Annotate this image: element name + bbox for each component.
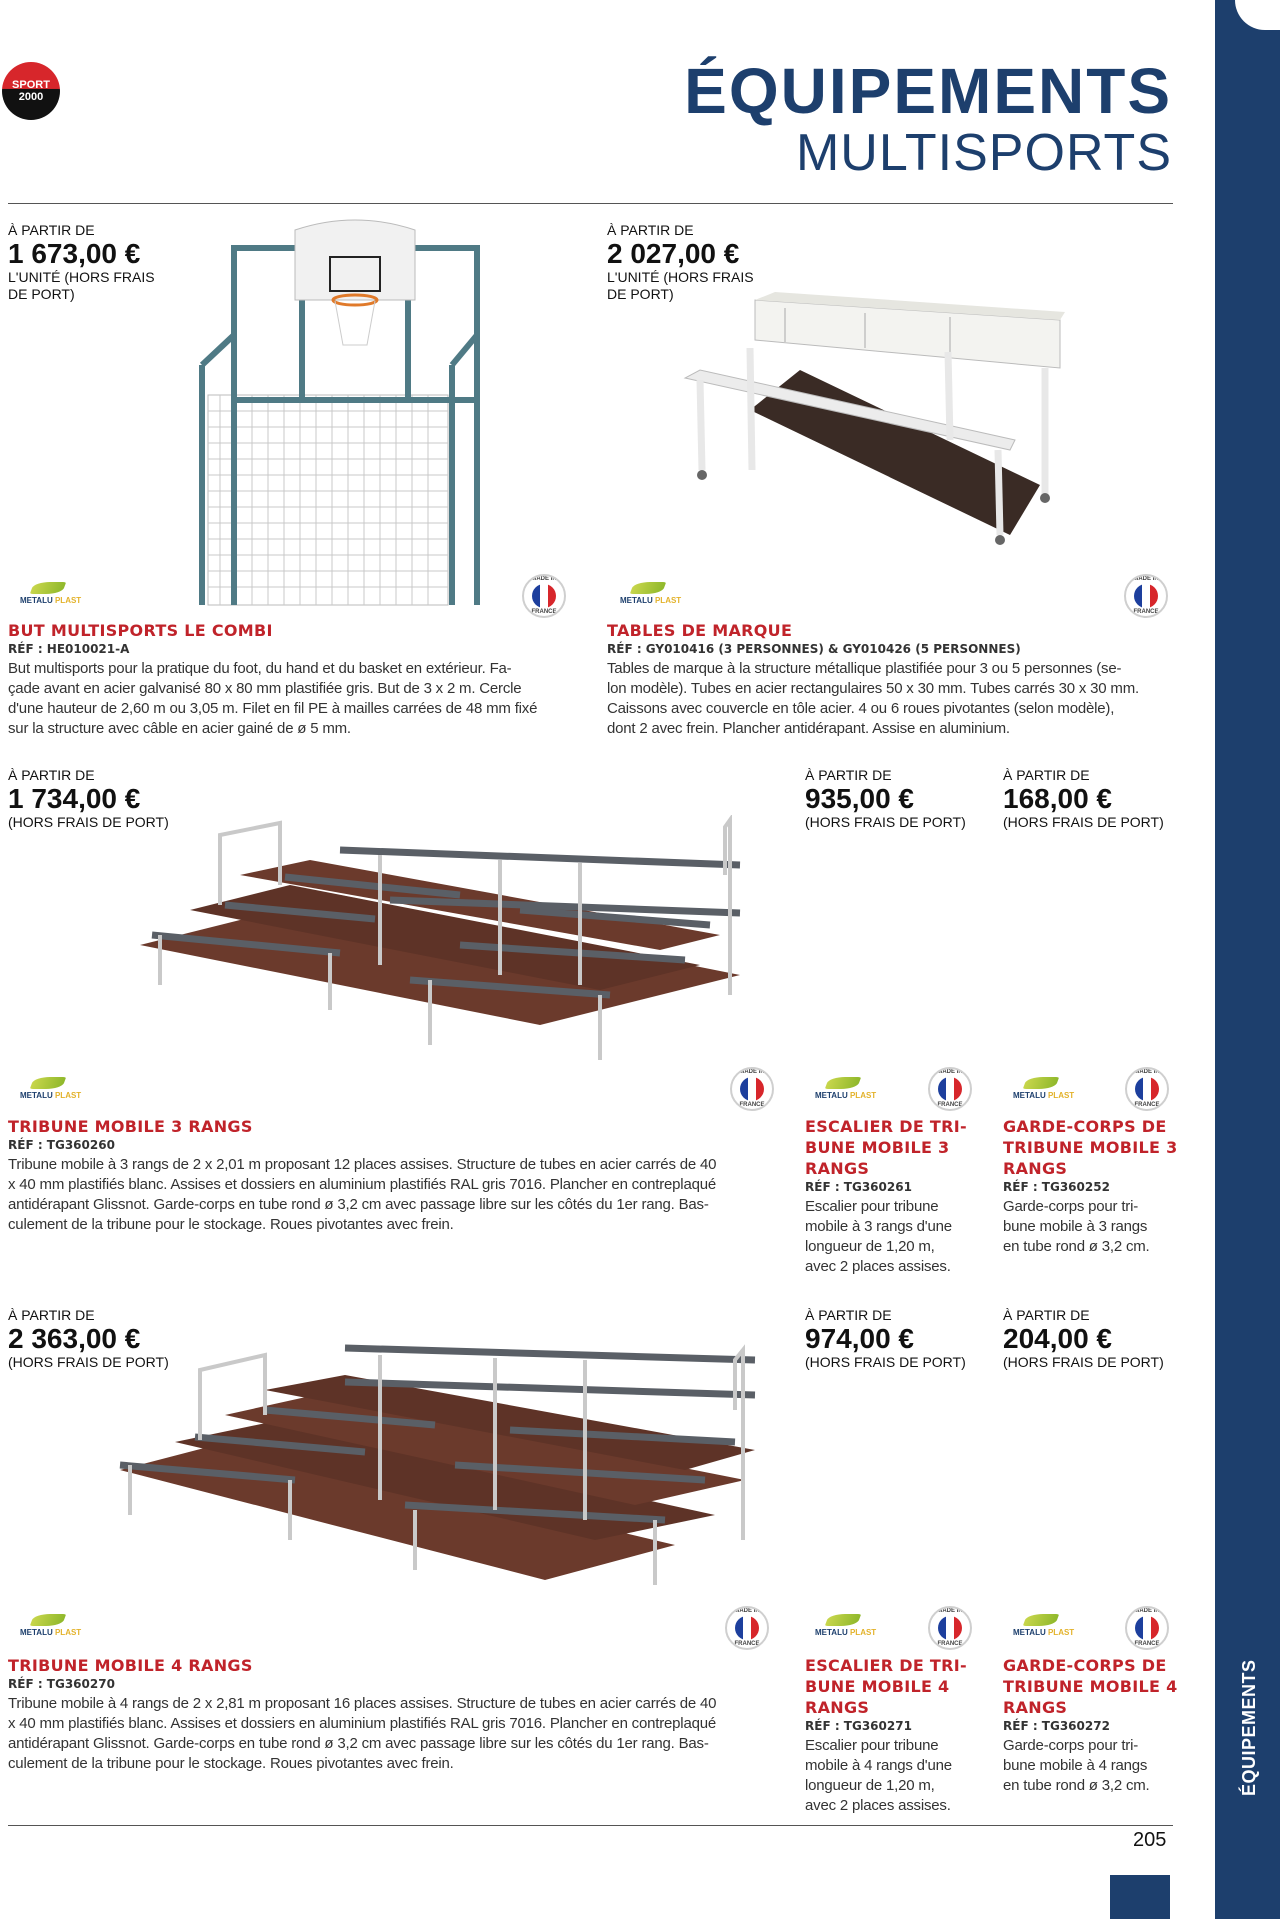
product-tribune-3 — [8, 1116, 778, 1235]
product-description: Escalier pour tribune mobile à 3 rangs d'une longueur de 1,20 m, avec 2 places assises. — [805, 1198, 952, 1275]
product-description: Garde-corps pour tri- bune mobile à 4 rangs en tube rond ø 3,2 cm. — [1003, 1737, 1150, 1794]
price-note: L'UNITÉ (HORS FRAIS — [607, 269, 754, 285]
made-in-france-badge — [725, 1606, 769, 1650]
product-garde-corps-3 — [1003, 1116, 1183, 1257]
price-from: À PARTIR DE — [1003, 767, 1090, 783]
product-description: Tables de marque à la structure métallique plastifiée pour 3 ou 5 personnes (se- lon modèle). Tubes en acier rectangulaires 50 x 30 mm. Tubes carrés 30 x 30 mm. Caissons avec couvercle en tôle acier. 4 ou 6 roues pivotantes (selon modèle), dont 2 avec frein. Plancher antidérapant. Assise en aluminium. — [607, 660, 1139, 737]
made-in-france-badge — [1125, 1606, 1169, 1650]
product-ref: RÉF : GY010416 (3 PERSONNES) & GY010426 (5 PERSONNES) — [607, 642, 1021, 656]
badge-bottom-text: FRANCE — [531, 609, 557, 615]
metalu-plast-logo — [20, 580, 80, 614]
swoosh-icon — [30, 1614, 66, 1626]
metalu-plast-logo — [815, 1075, 875, 1109]
metalu-plast-logo — [1013, 1075, 1073, 1109]
price-from: À PARTIR DE — [805, 767, 892, 783]
footer-divider — [8, 1825, 1173, 1826]
brand-name: METALU PLAST — [815, 1628, 877, 1637]
footer-corner-block — [1110, 1875, 1170, 1919]
product-ref: RÉF : TG360272 — [1003, 1719, 1110, 1733]
product-combi — [8, 620, 588, 739]
made-in-france-badge — [730, 1067, 774, 1111]
price-value: 974,00 € — [805, 1323, 914, 1354]
product-title: TRIBUNE MOBILE 4 RANGS — [8, 1656, 253, 1675]
price-garde-corps-3 — [1003, 767, 1164, 831]
swoosh-icon — [825, 1077, 861, 1089]
page-subtitle: MULTISPORTS — [795, 124, 1172, 182]
price-from: À PARTIR DE — [8, 1307, 95, 1323]
tribune-3-illustration — [140, 815, 760, 1085]
product-title: TRIBUNE MOBILE 3 RANGS — [8, 1117, 253, 1136]
badge-top-text: MADE IN — [1134, 1608, 1160, 1614]
page-number: 205 — [1133, 1829, 1167, 1851]
badge-top-text: MADE IN — [1133, 576, 1159, 582]
badge-top-text: MADE IN — [937, 1069, 963, 1075]
product-title: GARDE-CORPS DE TRIBUNE MOBILE 4 RANGS — [1003, 1656, 1178, 1717]
swoosh-icon — [1023, 1077, 1059, 1089]
french-flag-icon — [938, 1077, 962, 1101]
price-from: À PARTIR DE — [8, 767, 95, 783]
price-note: L'UNITÉ (HORS FRAIS — [8, 269, 155, 285]
brand-name: METALU PLAST — [1013, 1091, 1075, 1100]
swoosh-icon — [30, 582, 66, 594]
price-escalier-4 — [805, 1307, 966, 1371]
price-note-2: DE PORT) — [8, 286, 75, 302]
badge-bottom-text: FRANCE — [739, 1102, 765, 1108]
french-flag-icon — [1135, 1616, 1159, 1640]
price-from: À PARTIR DE — [805, 1307, 892, 1323]
badge-bottom-text: FRANCE — [734, 1641, 760, 1647]
brand-name: METALU PLAST — [815, 1091, 877, 1100]
product-title: ESCALIER DE TRI- BUNE MOBILE 4 RANGS — [805, 1656, 967, 1717]
french-flag-icon — [532, 584, 556, 608]
badge-top-text: MADE IN — [937, 1608, 963, 1614]
product-ref: RÉF : TG360270 — [8, 1677, 115, 1691]
price-value: 2 363,00 € — [8, 1323, 141, 1354]
french-flag-icon — [938, 1616, 962, 1640]
price-garde-corps-4 — [1003, 1307, 1164, 1371]
product-escalier-3 — [805, 1116, 985, 1277]
price-value: 168,00 € — [1003, 783, 1112, 814]
price-note: (HORS FRAIS DE PORT) — [1003, 814, 1164, 830]
product-ref: RÉF : TG360260 — [8, 1138, 115, 1152]
made-in-france-badge — [928, 1606, 972, 1650]
product-title: ESCALIER DE TRI- BUNE MOBILE 3 RANGS — [805, 1117, 967, 1178]
made-in-france-badge — [1124, 574, 1168, 618]
product-description: Garde-corps pour tri- bune mobile à 3 rangs en tube rond ø 3,2 cm. — [1003, 1198, 1150, 1255]
product-title: TABLES DE MARQUE — [607, 621, 793, 640]
price-escalier-3 — [805, 767, 966, 831]
swoosh-icon — [30, 1077, 66, 1089]
product-escalier-4 — [805, 1655, 985, 1816]
product-ref: RÉF : TG360271 — [805, 1719, 912, 1733]
made-in-france-badge — [928, 1067, 972, 1111]
made-in-france-badge — [1125, 1067, 1169, 1111]
metalu-plast-logo — [1013, 1612, 1073, 1646]
price-value: 2 027,00 € — [607, 238, 740, 269]
product-garde-corps-4 — [1003, 1655, 1183, 1796]
brand-name: METALU PLAST — [20, 1091, 82, 1100]
badge-bottom-text: FRANCE — [937, 1641, 963, 1647]
price-note-2: DE PORT) — [607, 286, 674, 302]
product-description: But multisports pour la pratique du foot, du hand et du basket en extérieur. Fa- çade avant en acier galvanisé 80 x 80 mm plastifiée gris. But de 3 x 2 m. Cercle d'une hauteur de 2,60 m ou 3,05 m. Filet en fil PE à mailles carrées de 48 mm fixé sur la structure avec câble en acier gainé de ø 5 mm. — [8, 660, 538, 737]
metalu-plast-logo — [815, 1612, 875, 1646]
section-label: ÉQUIPEMENTS — [1239, 1659, 1259, 1796]
price-from: À PARTIR DE — [607, 222, 694, 238]
metalu-plast-logo — [20, 1075, 80, 1109]
badge-bottom-text: FRANCE — [1134, 1102, 1160, 1108]
side-band — [1215, 0, 1280, 1919]
price-note: (HORS FRAIS DE PORT) — [805, 1354, 966, 1370]
price-value: 1 673,00 € — [8, 238, 141, 269]
brand-name: METALU PLAST — [20, 1628, 82, 1637]
logo-line-1: SPORT — [12, 79, 50, 91]
logo-line-2: 2000 — [18, 91, 44, 103]
french-flag-icon — [735, 1616, 759, 1640]
price-note: (HORS FRAIS DE PORT) — [805, 814, 966, 830]
badge-top-text: MADE IN — [531, 576, 557, 582]
product-marque — [607, 620, 1177, 739]
price-from: À PARTIR DE — [1003, 1307, 1090, 1323]
price-note: (HORS FRAIS DE PORT) — [8, 1354, 169, 1370]
french-flag-icon — [1134, 584, 1158, 608]
product-title: GARDE-CORPS DE TRIBUNE MOBILE 3 RANGS — [1003, 1117, 1178, 1178]
price-value: 935,00 € — [805, 783, 914, 814]
page-title: ÉQUIPEMENTS — [684, 55, 1172, 127]
swoosh-icon — [825, 1614, 861, 1626]
product-description: Tribune mobile à 4 rangs de 2 x 2,81 m proposant 16 places assises. Structure de tubes en acier carrés de 40 x 40 mm plastifiés blanc. Assises et dossiers en aluminium plastifiés RAL gris 7016. Plancher en contreplaqué antidérapant Glissnot. Garde-corps en tube rond ø 3,2 cm avec passage libre sur les côtés du 1er rang. Bas- culement de la tribune pour le stockage. Roues pivotantes avec frein. — [8, 1695, 717, 1772]
product-ref: RÉF : TG360261 — [805, 1180, 912, 1194]
brand-name: METALU PLAST — [20, 596, 82, 605]
price-value: 1 734,00 € — [8, 783, 141, 814]
badge-top-text: MADE IN — [1134, 1069, 1160, 1075]
brand-name: METALU PLAST — [620, 596, 682, 605]
badge-bottom-text: FRANCE — [1134, 1641, 1160, 1647]
product-description: Tribune mobile à 3 rangs de 2 x 2,01 m proposant 12 places assises. Structure de tubes en acier carrés de 40 x 40 mm plastifiés blanc. Assises et dossiers en aluminium plastifiés RAL gris 7016. Plancher en contreplaqué antidérapant Glissnot. Garde-corps en tube rond ø 3,2 cm avec passage libre sur les côtés du 1er rang. Bas- culement de la tribune pour le stockage. Roues pivotantes avec frein. — [8, 1156, 717, 1233]
brand-name: METALU PLAST — [1013, 1628, 1075, 1637]
price-note: (HORS FRAIS DE PORT) — [1003, 1354, 1164, 1370]
swoosh-icon — [1023, 1614, 1059, 1626]
metalu-plast-logo — [20, 1612, 80, 1646]
multisport-goal-illustration — [180, 215, 500, 615]
product-tribune-4 — [8, 1655, 778, 1774]
badge-bottom-text: FRANCE — [937, 1102, 963, 1108]
title-divider — [8, 203, 1173, 204]
badge-bottom-text: FRANCE — [1133, 609, 1159, 615]
price-from: À PARTIR DE — [8, 222, 95, 238]
price-note: (HORS FRAIS DE PORT) — [8, 814, 169, 830]
badge-top-text: MADE IN — [734, 1608, 760, 1614]
price-value: 204,00 € — [1003, 1323, 1112, 1354]
swoosh-icon — [630, 582, 666, 594]
product-ref: RÉF : TG360252 — [1003, 1180, 1110, 1194]
score-table-illustration — [680, 290, 1070, 590]
product-ref: RÉF : HE010021-A — [8, 642, 130, 656]
tribune-4-illustration — [115, 1340, 775, 1630]
sport2000-logo — [2, 62, 60, 120]
metalu-plast-logo — [620, 580, 680, 614]
product-title: BUT MULTISPORTS LE COMBI — [8, 621, 273, 640]
price-combi — [8, 222, 155, 303]
french-flag-icon — [740, 1077, 764, 1101]
made-in-france-badge — [522, 574, 566, 618]
product-description: Escalier pour tribune mobile à 4 rangs d'une longueur de 1,20 m, avec 2 places assises. — [805, 1737, 952, 1814]
badge-top-text: MADE IN — [739, 1069, 765, 1075]
french-flag-icon — [1135, 1077, 1159, 1101]
